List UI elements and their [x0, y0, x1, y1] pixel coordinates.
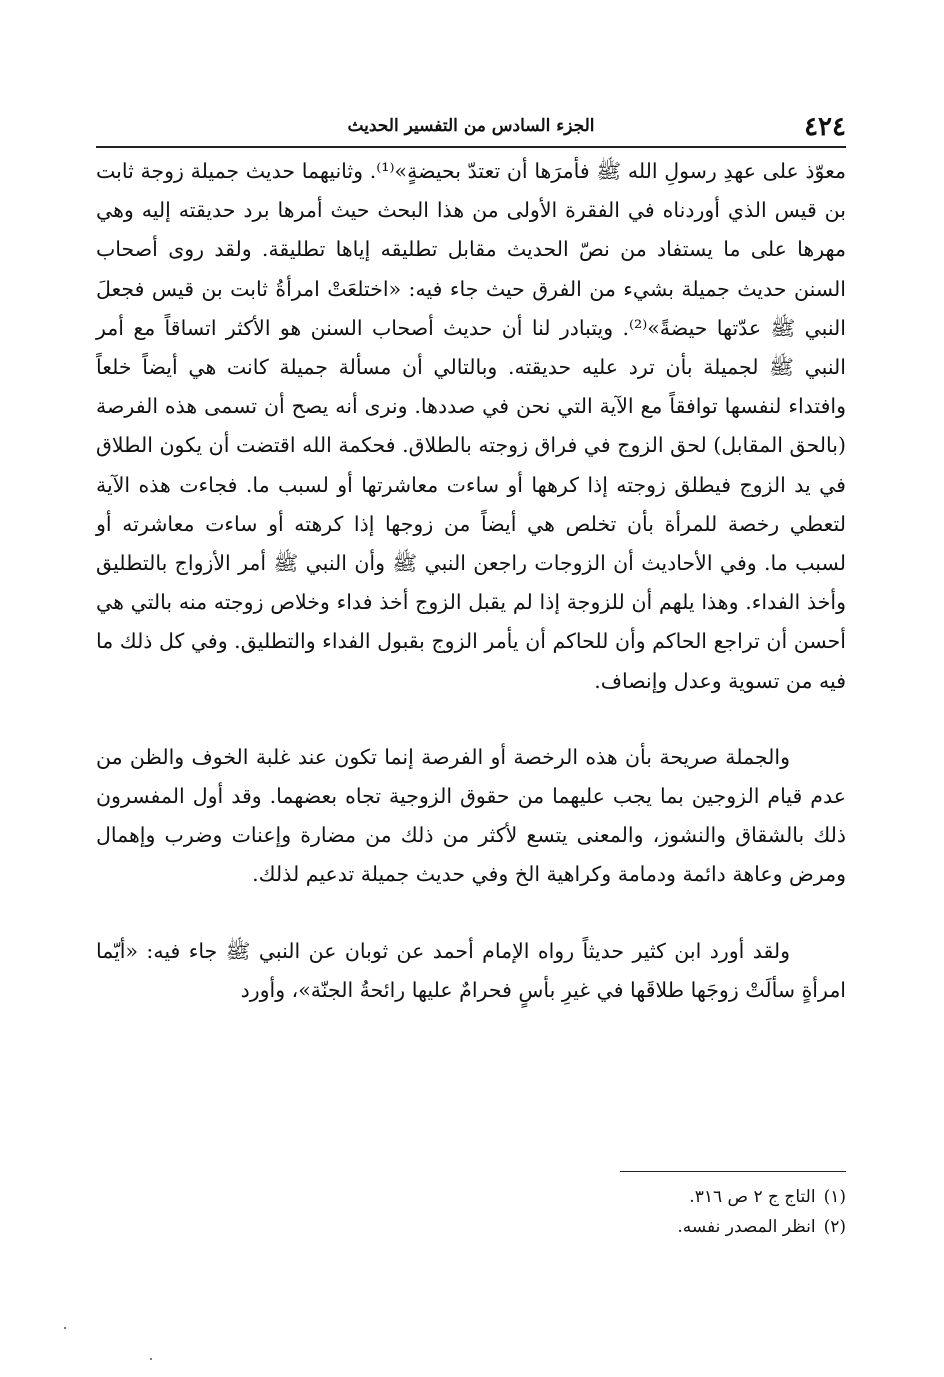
page-header [96, 108, 846, 144]
scan-speck [64, 1327, 66, 1329]
paragraph-gap [96, 895, 846, 932]
footnote-text: التاج ج ٢ ص ٣١٦. [689, 1187, 816, 1207]
footnote-text: انظر المصدر نفسه. [677, 1217, 816, 1237]
paragraph-3: ولقد أورد ابن كثير حديثاً رواه الإمام أحمد عن ثوبان عن النبي ﷺ جاء فيه: «أيّما امرأةٍ سألَتْ زوجَها طلاقَها في غيرِ بأسٍ فحرامٌ عليها رائحةُ الجنّة»، وأورد [96, 938, 846, 1002]
header-rule [96, 146, 846, 148]
paragraph-1: معوّذ على عهدِ رسولِ الله ﷺ فأمرَها أن تعتدّ بحيضةٍ»⁽¹⁾. وثانيهما حديث جميلة زوجة ثابت بن قيس الذي أوردناه في الفقرة الأولى من هذا البحث حيث أمرها برد حديقته إليه وهي مهرها على ما يستفاد من نصّ الحديث مقابل تطليقه إياها تطليقة. ولقد روى أصحاب السنن حديث جميلة بشيء من الفرق حيث جاء فيه: «اختلعَتْ امرأةُ ثابت بن قيس فجعلَ النبي ﷺ عدّتها حيضةً»⁽²⁾. ويتبادر لنا أن حديث أصحاب السنن هو الأكثر اتساقاً مع أمر النبي ﷺ لجميلة بأن ترد عليه حديقته. وبالتالي أن مسألة جميلة كانت هي أيضاً خلعاً وافتداء لنفسها توافقاً مع الآية التي نحن في صددها. ونرى أنه يصح أن تسمى هذه الفرصة (بالحق المقابل) لحق الزوج في فراق زوجته بالطلاق. فحكمة الله اقتضت أن يكون الطلاق في يد الزوج فيطلق زوجته إذا كرهها أو ساءت معاشرتها أو لسبب ما. فجاءت هذه الآية لتعطي رخصة للمرأة بأن تخلص هي أيضاً من زوجها إذا كرهته أو ساءت معاشرته أو لسبب ما. وفي الأحاديث أن الزوجات راجعن النبي ﷺ وأن النبي ﷺ أمر الأزواج بالتطليق وأخذ الفداء. وهذا يلهم أن للزوجة إذا لم يقبل الزوج أخذ فداء وخلاص زوجته منه بالتي هي أحسن أن تراجع الحاكم وأن للحاكم أن يأمر الزوج بقبول الفداء والتطليق. وفي كل ذلك ما فيه من تسوية وعدل وإنصاف. [96, 159, 847, 693]
footnote-rule [620, 1171, 846, 1172]
footnote-number: (٢) [823, 1217, 846, 1237]
footnote-2 [96, 1212, 846, 1242]
footnote-1 [96, 1182, 846, 1212]
paragraph-gap [96, 701, 846, 738]
scan-speck [150, 1358, 152, 1360]
footnote-number: (١) [823, 1187, 846, 1207]
footnotes [96, 1182, 846, 1242]
body-text [96, 152, 846, 1010]
running-title: الجزء السادس من التفسير الحديث [347, 116, 595, 136]
page-number: ٤٢٤ [804, 112, 846, 142]
paragraph-2: والجملة صريحة بأن هذه الرخصة أو الفرصة إنما تكون عند غلبة الخوف والظن من عدم قيام الزوجين بما يجب عليهما من حقوق الزوجية تجاه بعضهما. وقد أول المفسرون ذلك بالشقاق والنشوز، والمعنى يتسع لأكثر من ذلك من مضارة وإعنات وضرب وإهمال ومرض وعاهة دائمة ودمامة وكراهية الخ وفي حديث جميلة تدعيم لذلك. [96, 744, 846, 887]
